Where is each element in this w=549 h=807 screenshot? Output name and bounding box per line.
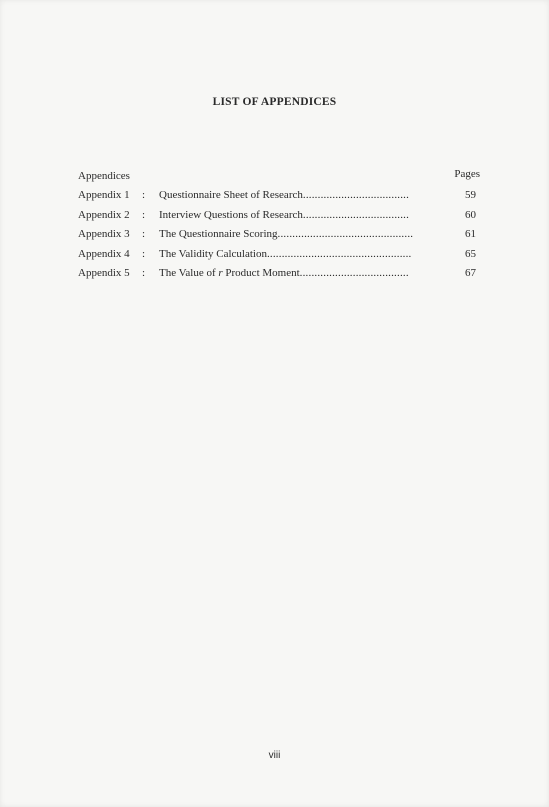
dot-leader: .....................................	[299, 267, 409, 279]
appendix-row	[78, 228, 480, 248]
appendix-list	[78, 189, 480, 287]
appendix-label: Appendix 5	[78, 267, 130, 279]
variable-r: r	[218, 267, 223, 279]
appendix-title-text: The Questionnaire Scoring	[159, 228, 278, 240]
page-title: LIST OF APPENDICES	[212, 96, 337, 108]
separator-colon: :	[142, 267, 146, 279]
appendix-title	[159, 189, 452, 201]
appendix-page-number: 67	[465, 267, 476, 279]
appendix-title-text: The Value of r Product Moment	[159, 267, 300, 279]
appendix-row	[78, 248, 480, 268]
pages-column-header: Pages	[454, 168, 480, 180]
appendix-title-text: Interview Questions of Research	[159, 208, 303, 221]
separator-colon: :	[142, 208, 146, 221]
appendix-page-number: 59	[465, 189, 476, 201]
appendix-row	[78, 189, 480, 209]
separator-colon: :	[142, 247, 146, 260]
separator-colon: :	[142, 189, 146, 201]
appendix-title	[159, 209, 452, 221]
dot-leader: ....................................	[302, 189, 410, 201]
dot-leader: .................................................	[266, 247, 412, 260]
appendix-title	[159, 267, 452, 279]
appendix-row	[78, 267, 480, 287]
appendix-title	[159, 228, 452, 240]
separator-colon: :	[142, 228, 146, 240]
appendix-page-number: 65	[465, 247, 476, 260]
dot-leader: ..............................................	[277, 228, 414, 240]
appendix-label: Appendix 1	[78, 189, 130, 201]
appendix-title	[159, 248, 452, 260]
appendix-page-number: 60	[465, 208, 476, 221]
dot-leader: ....................................	[302, 208, 410, 221]
appendix-label: Appendix 3	[78, 228, 130, 240]
appendix-title-text: The Validity Calculation	[159, 247, 267, 260]
page-number-folio: viii	[268, 750, 281, 761]
appendix-page-number: 61	[465, 228, 476, 240]
appendix-label: Appendix 2	[78, 208, 130, 221]
appendix-label: Appendix 4	[78, 247, 130, 260]
appendix-title-text: Questionnaire Sheet of Research	[159, 189, 303, 201]
appendix-row	[78, 209, 480, 229]
appendices-column-header: Appendices	[78, 170, 130, 182]
